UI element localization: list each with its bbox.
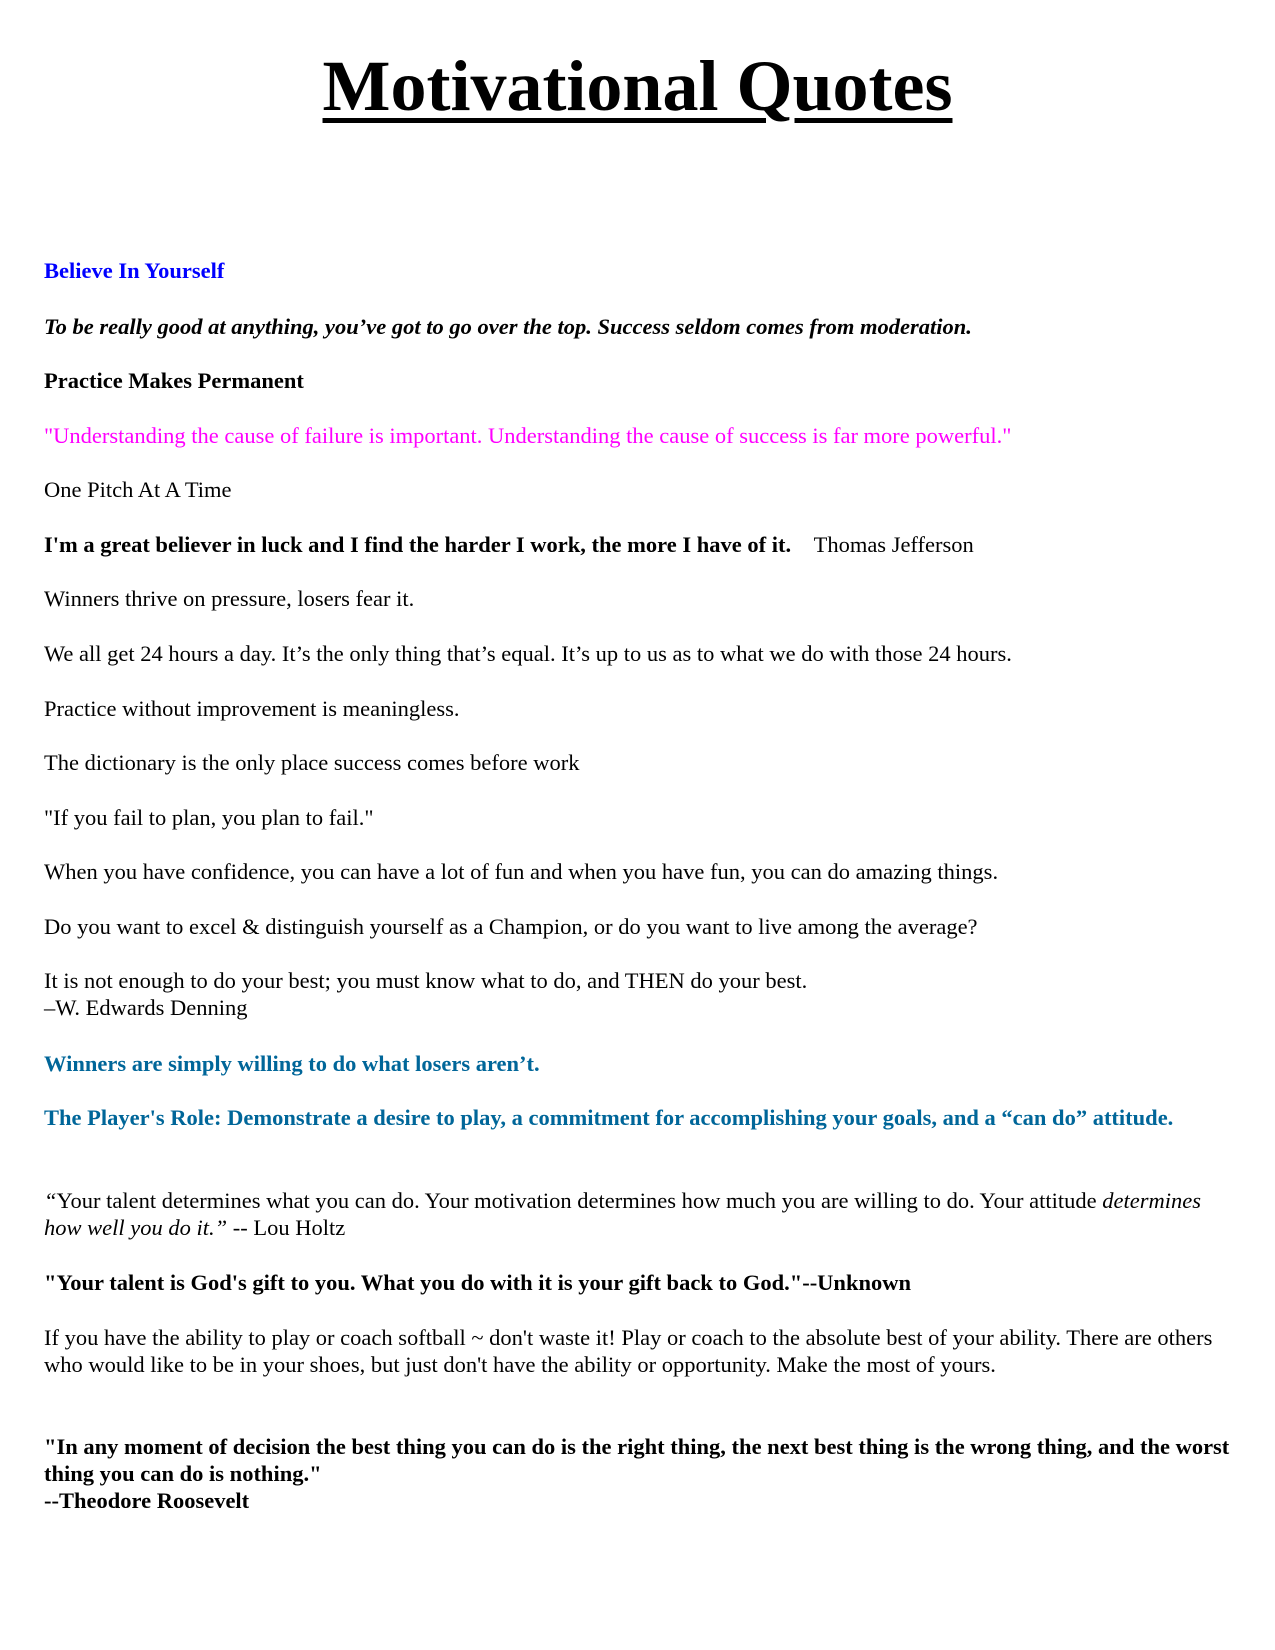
quote-text: I'm a great believer in luck and I find the harder I work, the more I have of it. xyxy=(44,532,792,557)
quote: The dictionary is the only place success comes before work xyxy=(44,750,580,775)
quote-text: "In any moment of decision the best thing you can do is the right thing, the next best thing is the wrong thing, and the worst thing you can do is nothing." xyxy=(44,1434,1230,1486)
quote: Practice without improvement is meaningless. xyxy=(44,696,460,721)
quote: Winners are simply willing to do what losers aren’t. xyxy=(44,1051,540,1076)
quote xyxy=(44,967,1234,1021)
quote-text-italic: determines how well you do it.” xyxy=(44,1188,1201,1240)
quote: One Pitch At A Time xyxy=(44,477,232,502)
quote-text: It is not enough to do your best; you must know what to do, and THEN do your best. xyxy=(44,968,808,993)
quote: To be really good at anything, you’ve got to go over the top. Success seldom comes from moderation. xyxy=(44,314,972,339)
title-text: Motivational Quotes xyxy=(322,46,953,126)
quote xyxy=(44,531,1234,558)
quote-author: –W. Edwards Denning xyxy=(44,995,248,1020)
quote: Winners thrive on pressure, losers fear it. xyxy=(44,586,415,611)
quote: "Understanding the cause of failure is important. Understanding the cause of success is far more powerful." xyxy=(44,423,1012,448)
quote-author: -- Lou Holtz xyxy=(227,1215,346,1240)
quote: We all get 24 hours a day. It’s the only thing that’s equal. It’s up to us as to what we do with those 24 hours. xyxy=(44,641,1012,666)
quote: Do you want to excel & distinguish yourself as a Champion, or do you want to live among the average? xyxy=(44,914,978,939)
section-heading: Believe In Yourself xyxy=(44,258,225,283)
quote xyxy=(44,1187,1234,1241)
quote xyxy=(44,1433,1234,1514)
page-title xyxy=(0,44,1275,128)
quote-author: Thomas Jefferson xyxy=(813,532,974,557)
quote-text: Your talent determines what you can do. Your motivation determines how much you are willing to do. Your attitude xyxy=(56,1188,1103,1213)
section-heading: Practice Makes Permanent xyxy=(44,368,304,393)
quote: "If you fail to plan, you plan to fail." xyxy=(44,805,374,830)
quote: If you have the ability to play or coach softball ~ don't waste it! Play or coach to the absolute best of your ability. There are others who would like to be in your shoes, but just don't have the ability or opportunity. Make the most of yours. xyxy=(44,1325,1213,1377)
quote: When you have confidence, you can have a lot of fun and when you have fun, you can do amazing things. xyxy=(44,859,999,884)
quote: "Your talent is God's gift to you. What you do with it is your gift back to God."--Unknown xyxy=(44,1270,911,1295)
quote-author: --Theodore Roosevelt xyxy=(44,1488,250,1513)
quote-open-mark: “ xyxy=(44,1188,57,1213)
quote: The Player's Role: Demonstrate a desire to play, a commitment for accomplishing your goals, and a “can do” attitude. xyxy=(44,1105,1174,1130)
